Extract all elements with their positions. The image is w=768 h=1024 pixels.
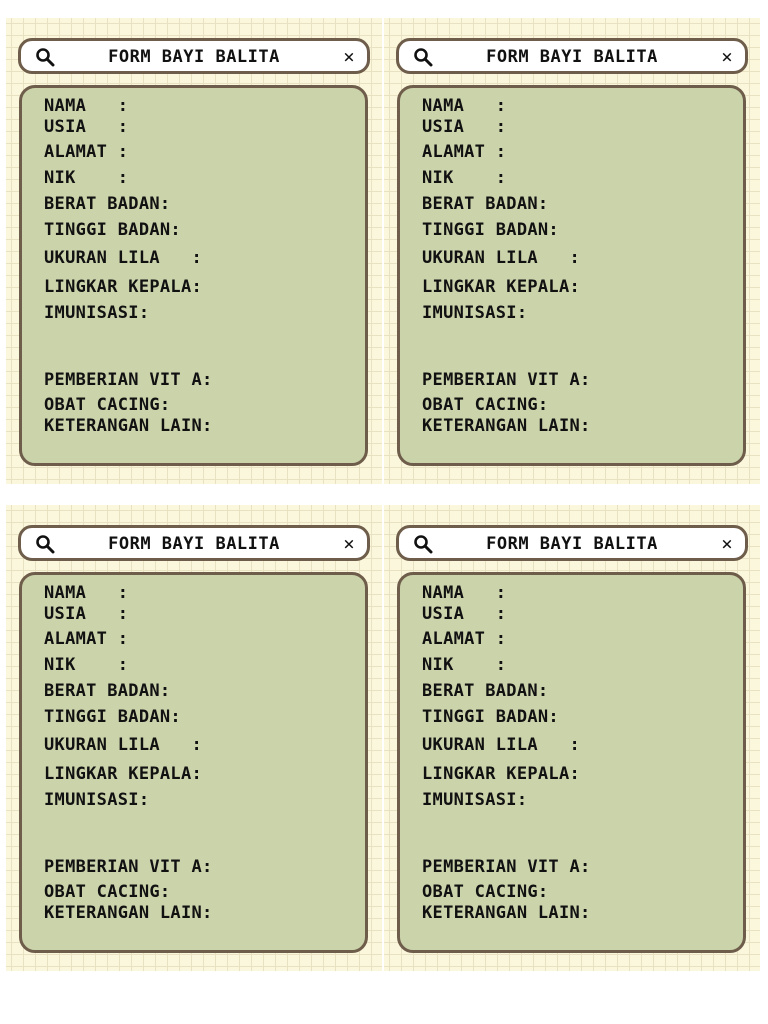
close-icon[interactable]: ×	[343, 533, 355, 555]
field-obat-cacing: OBAT CACING:	[422, 882, 549, 902]
field-keterangan-lain: KETERANGAN LAIN:	[44, 903, 213, 923]
field-berat-badan: BERAT BADAN:	[44, 681, 171, 701]
close-icon[interactable]: ×	[343, 46, 355, 68]
field-alamat: ALAMAT :	[44, 142, 129, 162]
field-nik: NIK :	[44, 168, 129, 188]
field-nama: NAMA :	[44, 96, 129, 116]
field-tinggi-badan: TINGGI BADAN:	[422, 220, 559, 240]
form-title: FORM BAYI BALITA	[108, 534, 280, 554]
search-bar[interactable]	[18, 38, 370, 74]
field-usia: USIA :	[422, 117, 507, 137]
form-panel	[397, 85, 746, 466]
field-ukuran-lila: UKURAN LILA :	[422, 735, 581, 755]
form-title: FORM BAYI BALITA	[486, 534, 658, 554]
field-imunisasi: IMUNISASI:	[44, 303, 150, 323]
field-nama: NAMA :	[44, 583, 129, 603]
field-obat-cacing: OBAT CACING:	[422, 395, 549, 415]
field-alamat: ALAMAT :	[44, 629, 129, 649]
field-keterangan-lain: KETERANGAN LAIN:	[422, 903, 591, 923]
search-bar[interactable]	[18, 525, 370, 561]
field-pemberian-vit-a: PEMBERIAN VIT A:	[44, 370, 213, 390]
field-imunisasi: IMUNISASI:	[44, 790, 150, 810]
field-usia: USIA :	[44, 117, 129, 137]
close-icon[interactable]: ×	[721, 533, 733, 555]
form-card-3	[6, 505, 382, 971]
form-card-4	[384, 505, 760, 971]
field-tinggi-badan: TINGGI BADAN:	[44, 707, 181, 727]
field-alamat: ALAMAT :	[422, 142, 507, 162]
field-ukuran-lila: UKURAN LILA :	[422, 248, 581, 268]
search-bar[interactable]	[396, 38, 748, 74]
form-card-2	[384, 18, 760, 484]
field-usia: USIA :	[44, 604, 129, 624]
form-panel	[19, 572, 368, 953]
form-title: FORM BAYI BALITA	[486, 47, 658, 67]
field-imunisasi: IMUNISASI:	[422, 303, 528, 323]
field-berat-badan: BERAT BADAN:	[422, 681, 549, 701]
field-berat-badan: BERAT BADAN:	[44, 194, 171, 214]
field-obat-cacing: OBAT CACING:	[44, 882, 171, 902]
field-alamat: ALAMAT :	[422, 629, 507, 649]
field-keterangan-lain: KETERANGAN LAIN:	[44, 416, 213, 436]
search-bar[interactable]	[396, 525, 748, 561]
field-nama: NAMA :	[422, 96, 507, 116]
field-nik: NIK :	[422, 168, 507, 188]
form-panel	[397, 572, 746, 953]
field-pemberian-vit-a: PEMBERIAN VIT A:	[422, 857, 591, 877]
field-pemberian-vit-a: PEMBERIAN VIT A:	[422, 370, 591, 390]
field-nik: NIK :	[422, 655, 507, 675]
field-tinggi-badan: TINGGI BADAN:	[422, 707, 559, 727]
field-ukuran-lila: UKURAN LILA :	[44, 735, 203, 755]
field-lingkar-kepala: LINGKAR KEPALA:	[422, 764, 581, 784]
field-usia: USIA :	[422, 604, 507, 624]
field-obat-cacing: OBAT CACING:	[44, 395, 171, 415]
field-berat-badan: BERAT BADAN:	[422, 194, 549, 214]
field-tinggi-badan: TINGGI BADAN:	[44, 220, 181, 240]
form-card-1	[6, 18, 382, 484]
form-panel	[19, 85, 368, 466]
field-nama: NAMA :	[422, 583, 507, 603]
field-keterangan-lain: KETERANGAN LAIN:	[422, 416, 591, 436]
field-ukuran-lila: UKURAN LILA :	[44, 248, 203, 268]
field-lingkar-kepala: LINGKAR KEPALA:	[44, 277, 203, 297]
field-nik: NIK :	[44, 655, 129, 675]
field-imunisasi: IMUNISASI:	[422, 790, 528, 810]
close-icon[interactable]: ×	[721, 46, 733, 68]
form-title: FORM BAYI BALITA	[108, 47, 280, 67]
field-lingkar-kepala: LINGKAR KEPALA:	[44, 764, 203, 784]
field-pemberian-vit-a: PEMBERIAN VIT A:	[44, 857, 213, 877]
field-lingkar-kepala: LINGKAR KEPALA:	[422, 277, 581, 297]
